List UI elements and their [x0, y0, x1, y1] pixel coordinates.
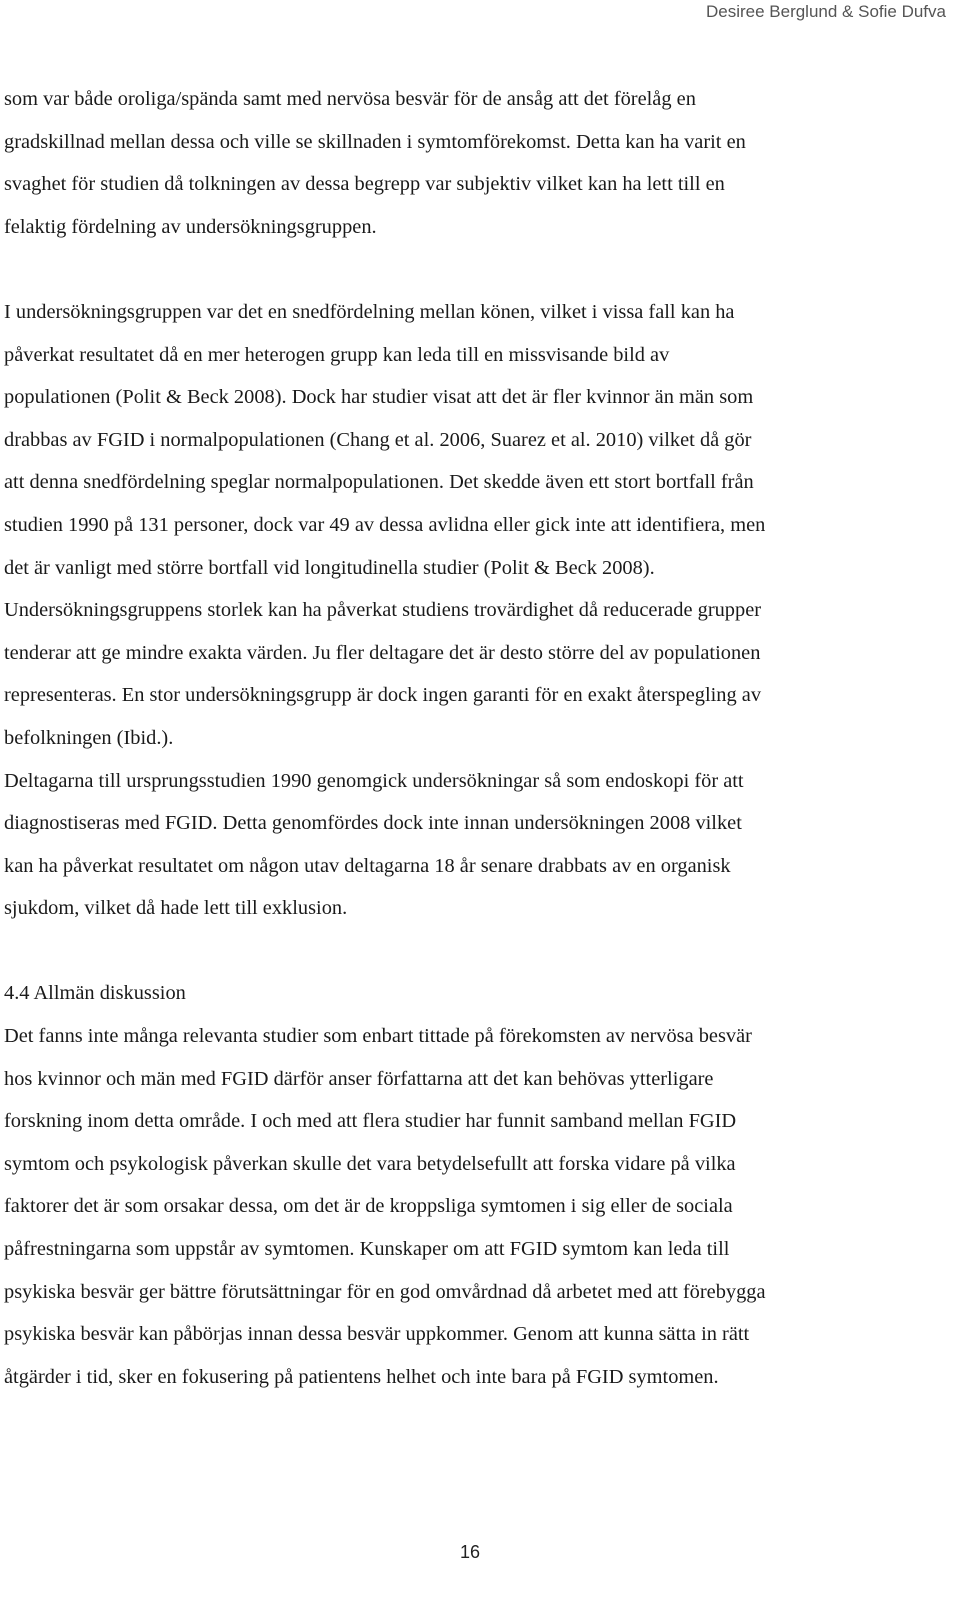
- section-heading: 4.4 Allmän diskussion: [4, 982, 186, 1005]
- paragraph-sample-bias: I undersökningsgruppen var det en snedfördelning mellan könen, vilket i vissa fall kan ha påverkat resultatet då en mer heterogen grupp kan leda till en missvisande bild av populationen (Polit & Beck 2008). Dock har studier visat att det är fler kvinnor än män som drabbas av FGID i normalpopulationen (Chang et al. 2006, Suarez et al. 2010) vilket då gör att denna snedfördelning speglar normalpopulationen. Det skedde även ett stort bortfall från studien 1990 på 131 personer, dock var 49 av dessa avlidna eller gick inte att identifiera, men det är vanligt med större bortfall vid longitudinella studier (Polit & Beck 2008). Undersökningsgruppens storlek kan ha påverkat studiens trovärdighet då reducerade grupper tenderar att ge mindre exakta värden. Ju fler deltagare det är desto större del av populationen representeras. En stor undersökningsgrupp är dock ingen garanti för en exakt återspegling av befolkningen (Ibid.).: [4, 300, 766, 749]
- paragraph-gap: [4, 248, 940, 291]
- body-text: [4, 78, 940, 1398]
- page-number: 16: [459, 1542, 481, 1562]
- paragraph-diagnostics: Deltagarna till ursprungsstudien 1990 genomgick undersökningar så som endoskopi för att diagnostiseras med FGID. Detta genomfördes dock inte innan undersökningen 2008 vilket kan ha påverkat resultatet om någon utav deltagarna 18 år senare drabbats av en organisk sjukdom, vilket då hade lett till exklusion.: [4, 769, 744, 920]
- running-header-authors: Desiree Berglund & Sofie Dufva: [705, 2, 946, 21]
- section-gap: [4, 930, 940, 973]
- paragraph-general-discussion: Det fanns inte många relevanta studier som enbart tittade på förekomsten av nervösa besvär hos kvinnor och män med FGID därför anser författarna att det kan behövas ytterligare forskning inom detta område. I och med att flera studier har funnit samband mellan FGID symtom och psykologisk påverkan skulle det vara betydelsefullt att forska vidare på vilka faktorer det är som orsakar dessa, om det är de kroppsliga symtomen i sig eller de sociala påfrestningarna som uppstår av symtomen. Kunskaper om att FGID symtom kan leda till psykiska besvär ger bättre förutsättningar för en god omvårdnad då arbetet med att förebygga psykiska besvär kan påbörjas innan dessa besvär uppkommer. Genom att kunna sätta in rätt åtgärder i tid, sker en fokusering på patientens helhet och inte bara på FGID symtomen.: [4, 1025, 766, 1388]
- paragraph-continuation: som var både oroliga/spända samt med nervösa besvär för de ansåg att det förelåg en gradskillnad mellan dessa och ville se skillnaden i symtomförekomst. Detta kan ha varit en svaghet för studien då tolkningen av dessa begrepp var subjektiv vilket kan ha lett till en felaktig fördelning av undersökningsgruppen.: [4, 88, 746, 238]
